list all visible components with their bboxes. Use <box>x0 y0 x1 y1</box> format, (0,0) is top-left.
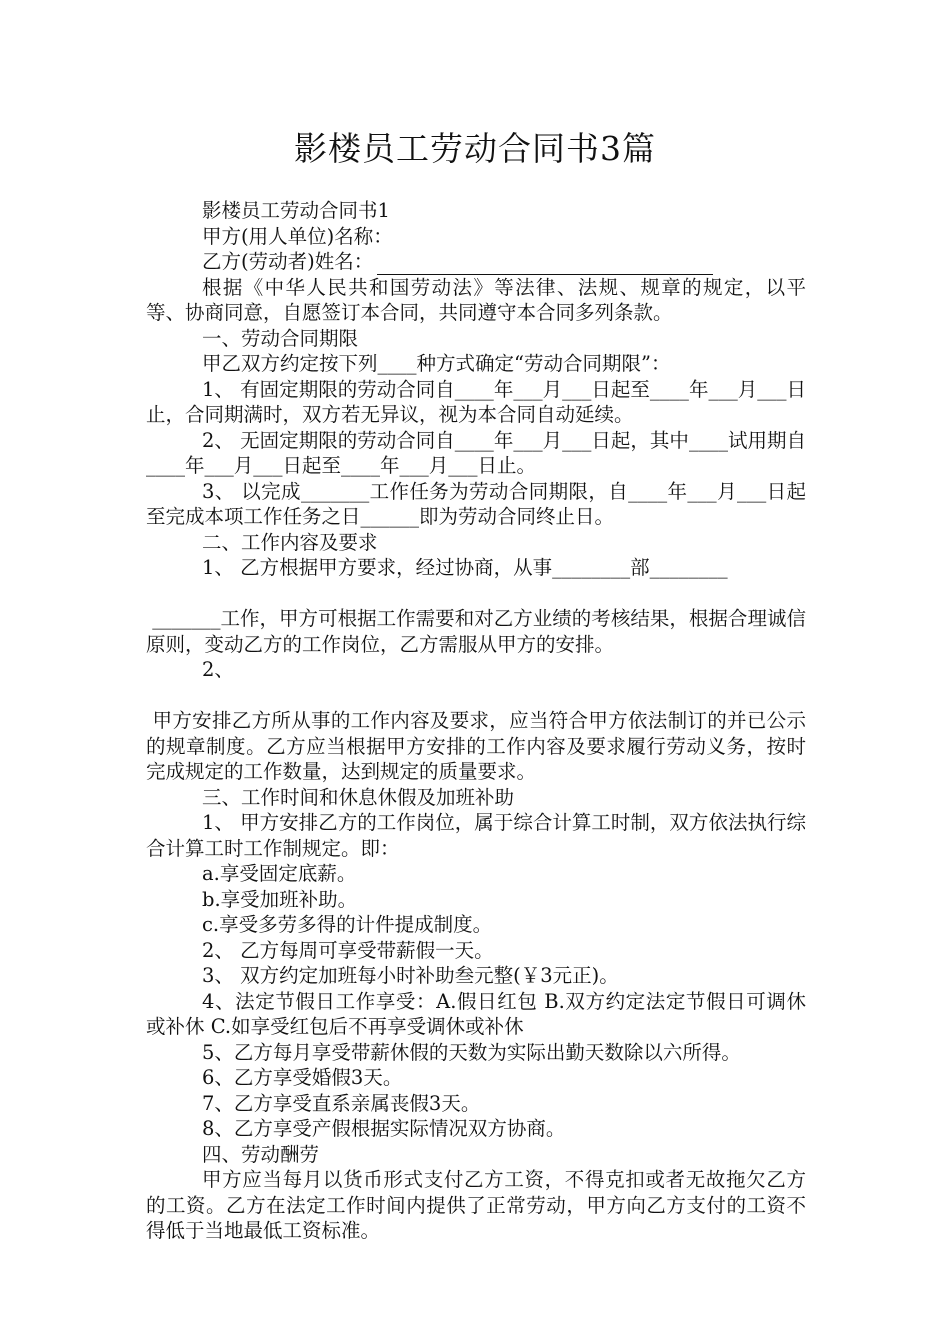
document-title: 影楼员工劳动合同书3篇 <box>294 129 656 168</box>
work-item-1: 1、 乙方根据甲方要求，经过协商，从事________部________ <box>202 556 728 579</box>
hours-item-5: 5、乙方每月享受带薪休假的天数为实际出勤天数除以六所得。 <box>202 1040 741 1064</box>
hours-item-4: 4、法定节假日工作享受：A.假日红包 B.双方约定法定节假日可调休或补休 C.如享受红包后不再享受调休或补休 <box>146 989 806 1038</box>
hours-item-a: a.享受固定底薪。 <box>202 862 357 885</box>
term-item-2: 2、 无固定期限的劳动合同自____年___月___日起，其中____试用期自____年___月___日起至____年___月___日止。 <box>146 428 806 477</box>
party-b-name-blank <box>377 253 713 275</box>
party-b-name-label: 乙方(劳动者)姓名： <box>202 250 374 273</box>
section-heading-term: 一、劳动合同期限 <box>202 326 359 350</box>
section-heading-work: 二、工作内容及要求 <box>202 530 378 554</box>
section-heading-pay: 四、劳动酬劳 <box>202 1142 320 1166</box>
preamble-paragraph: 根据《中华人民共和国劳动法》等法律、法规、规章的规定，以平等、协商同意，自愿签订本合同，共同遵守本合同多列条款。 <box>146 275 806 324</box>
pay-paragraph: 甲方应当每月以货币形式支付乙方工资，不得克扣或者无故拖欠乙方的工资。乙方在法定工作时间内提供了正常劳动，甲方向乙方支付的工资不得低于当地最低工资标准。 <box>146 1168 806 1242</box>
term-item-3: 3、 以完成_______工作任务为劳动合同期限，自____年___月___日起至完成本项工作任务之日______即为劳动合同终止日。 <box>146 479 806 528</box>
blank-line <box>146 683 806 709</box>
section-heading-hours: 三、工作时间和休息休假及加班补助 <box>202 785 515 809</box>
work-item-1-continued: _______工作，甲方可根据工作需要和对乙方业绩的考核结果，根据合理诚信原则，变动乙方的工作岗位，乙方需服从甲方的安排。 <box>146 607 806 656</box>
document-body <box>146 198 806 1244</box>
hours-item-1: 1、 甲方安排乙方的工作岗位，属于综合计算工时制，双方依法执行综合计算工时工作制规定。即： <box>146 811 806 860</box>
hours-item-6: 6、乙方享受婚假3天。 <box>202 1066 403 1089</box>
work-item-2: 2、 <box>202 658 234 681</box>
party-b-name-line <box>146 249 806 275</box>
hours-item-7: 7、乙方享受直系亲属丧假3天。 <box>202 1091 481 1115</box>
hours-item-c: c.享受多劳多得的计件提成制度。 <box>202 913 493 936</box>
hours-item-2: 2、 乙方每周可享受带薪假一天。 <box>202 938 494 962</box>
work-item-2-continued: 甲方安排乙方所从事的工作内容及要求，应当符合甲方依法制订的并已公示的规章制度。乙方应当根据甲方安排的工作内容及要求履行劳动义务，按时完成规定的工作数量，达到规定的质量要求。 <box>146 709 806 783</box>
hours-item-b: b.享受加班补助。 <box>202 887 358 911</box>
term-method-paragraph: 甲乙双方约定按下列____种方式确定“劳动合同期限”： <box>202 352 671 375</box>
contract-subtitle: 影楼员工劳动合同书1 <box>202 199 390 222</box>
blank-line <box>146 581 806 607</box>
hours-item-3: 3、 双方约定加班每小时补助叁元整(￥3元正)。 <box>202 964 619 987</box>
hours-item-8: 8、乙方享受产假根据实际情况双方协商。 <box>202 1117 566 1140</box>
term-item-1: 1、 有固定期限的劳动合同自____年___月___日起至____年___月___日止，合同期满时，双方若无异议，视为本合同自动延续。 <box>146 377 806 426</box>
party-a-name-line: 甲方(用人单位)名称： <box>202 224 393 248</box>
